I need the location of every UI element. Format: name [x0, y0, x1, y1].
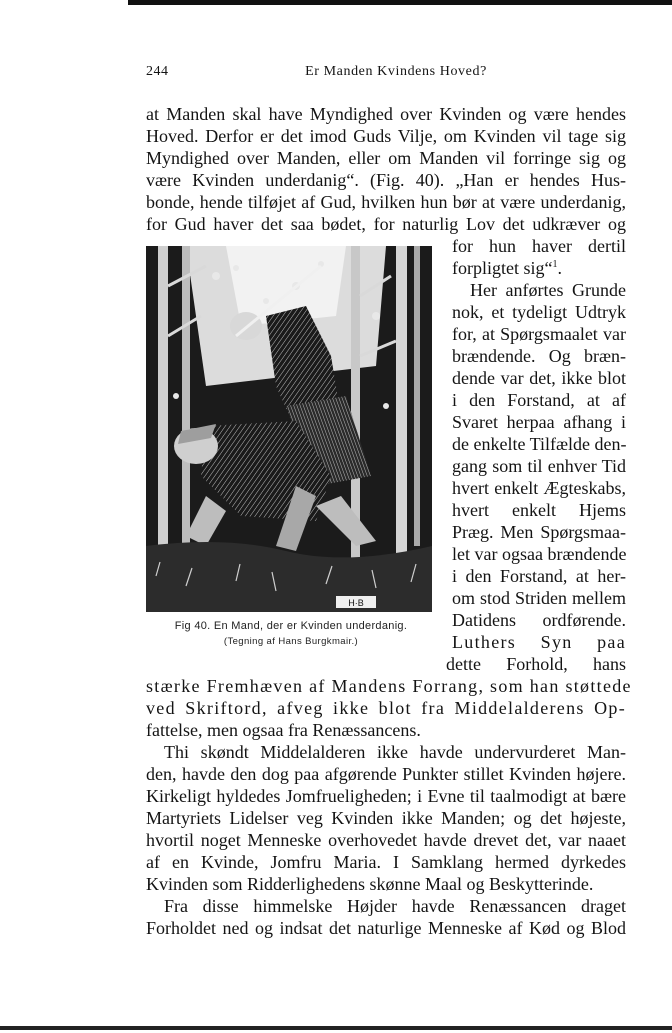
text-line: Hoved. Derfor er det imod Guds Vilje, om Kvinden vil tage sig [146, 126, 626, 146]
figure-credit: (Tegning af Hans Burgkmair.) [223, 636, 359, 647]
text-line: forpligtet sig“$^1$. [452, 258, 562, 278]
text-line: dette Forhold, hans [446, 654, 626, 674]
text-line: være Kvinden underdanig“. (Fig. 40). „Han er hendes Hus- [146, 170, 626, 190]
page-header [146, 64, 626, 84]
text-line: Myndighed over Manden, eller om Manden vil forringe sig og [146, 148, 626, 168]
text-line: hvortil noget Menneske overhovedet havde drevet det, var naaet [146, 830, 626, 850]
running-title: Er Manden Kvindens Hoved? [305, 64, 487, 79]
text-line: i den Forstand, at her- [452, 566, 626, 586]
footnote-mark: 1 [552, 259, 558, 270]
text-line: let var ogsaa brændende [452, 544, 627, 564]
text-line: den, havde den dog paa afgørende Punkter stillet Kvinden højere. [146, 764, 626, 784]
text-line: for, at Spørgsmaalet var [452, 324, 626, 344]
text-line: at Manden skal have Myndighed over Kvinden og være hendes [146, 104, 626, 124]
text-line: om stod Striden mellem [452, 588, 626, 608]
text-line: Kvinden som Ridderlighedens skønne Maal og Beskytterinde. [146, 874, 594, 894]
text-line: hvert enkelt Hjems [452, 500, 626, 520]
bottom-rule [0, 1026, 672, 1030]
text-line: Her anførtes Grunde [470, 280, 626, 300]
text-line: Svaret herpaa afhang i [452, 412, 626, 432]
text-line: Forholdet ned og indsat det naturlige Menneske af Kød og Blod [146, 918, 626, 938]
text-line: Fra disse himmelske Højder havde Renæssancen draget [164, 896, 626, 916]
text-line: de enkelte Tilfælde den- [452, 434, 627, 454]
text-line: Thi skøndt Middelalderen ikke havde undervurderet Man- [164, 742, 626, 762]
woodcut-illustration [146, 246, 432, 612]
text-line: for Gud haver det saa bødet, for naturlig Lov det udkræver og [146, 214, 626, 234]
text-line: af en Kvinde, Jomfru Maria. I Samklang hermed dyrkedes [146, 852, 626, 872]
monogram: H·B [348, 598, 364, 608]
text-line: Kirkeligt hyldedes Jomfrueligheden; i Evne til taalmodigt at bære [146, 786, 626, 806]
figure-caption: Fig 40. En Mand, der er Kvinden underdanig. [174, 620, 408, 632]
text-line: hvert enkelt Ægteskabs, [452, 478, 626, 498]
text-line: fattelse, men ogsaa fra Renæssancens. [146, 720, 421, 740]
page-number: 244 [146, 64, 169, 79]
text-line: gang som til enhver Tid [452, 456, 626, 476]
text-line: Præg. Men Spørgsmaa- [452, 522, 626, 542]
text-line: for hun haver dertil [452, 236, 626, 256]
text-line: bonde, hende tilføjet af Gud, hvilken hun bør at være underdanig, [146, 192, 626, 212]
text-line: stærke Fremhæven af Mandens Forrang, som han støttede [146, 676, 632, 696]
text-line: i den Forstand, at af [452, 390, 626, 410]
text-line: ved Skriftord, afveg ikke blot fra Middelalderens Op- [146, 698, 626, 718]
text-line: Datidens ordførende. [452, 610, 626, 630]
woodcut-image [146, 246, 432, 612]
text-line: dende var det, ikke blot [452, 368, 626, 388]
text-line: nok, et tydeligt Udtryk [452, 302, 626, 322]
text-line: Luthers Syn paa [452, 632, 626, 652]
text-line: brændende. Og bræn- [452, 346, 626, 366]
text-line: Martyriets Lidelser veg Kvinden ikke Manden; og det højeste, [146, 808, 626, 828]
top-rule [128, 0, 672, 5]
